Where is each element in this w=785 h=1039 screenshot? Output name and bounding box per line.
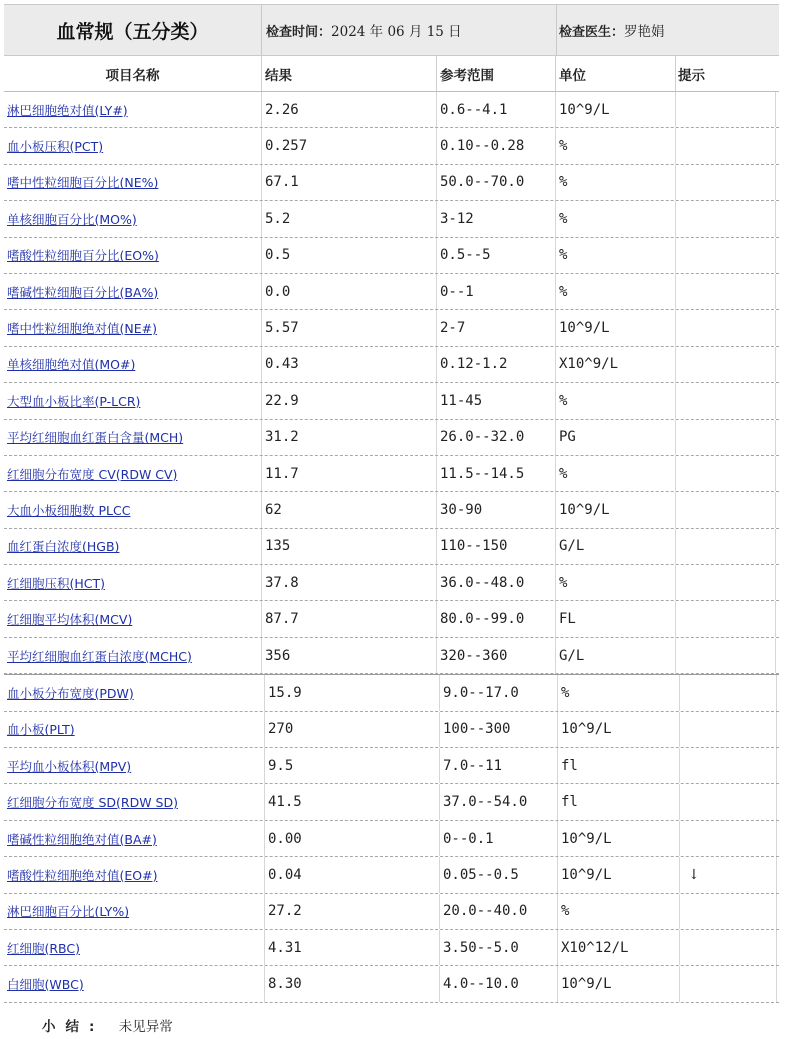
item-unit: G/L	[559, 538, 585, 555]
report-header	[4, 4, 779, 56]
item-unit-cell	[556, 310, 676, 345]
item-unit: 10^9/L	[561, 976, 612, 993]
item-hint-cell	[680, 784, 777, 819]
item-result-cell	[262, 201, 437, 236]
item-reference-range: 0.10--0.28	[440, 138, 525, 155]
item-unit: %	[559, 247, 568, 264]
item-name-link[interactable]: 单核细胞绝对值(MO#)	[7, 357, 136, 373]
item-name-cell	[4, 92, 262, 127]
table-row	[4, 238, 779, 274]
item-reference-range: 2-7	[440, 320, 466, 337]
item-name-link[interactable]: 嗜中性粒细胞百分比(NE%)	[7, 175, 159, 191]
item-unit-cell	[556, 638, 676, 673]
item-result-cell	[262, 165, 437, 200]
item-hint-cell	[680, 894, 777, 929]
item-name-cell	[4, 274, 262, 309]
item-reference-range: 11.5--14.5	[440, 465, 525, 482]
item-reference-range-cell	[440, 930, 558, 965]
item-result: 15.9	[268, 684, 302, 701]
table-row	[4, 857, 779, 893]
item-unit: fl	[561, 757, 578, 774]
item-name-link[interactable]: 红细胞分布宽度 CV(RDW CV)	[7, 466, 178, 482]
item-reference-range-cell	[437, 347, 556, 382]
item-unit: X10^9/L	[559, 356, 619, 373]
item-unit: %	[559, 465, 568, 482]
item-hint-cell	[676, 529, 776, 564]
item-unit: PG	[559, 429, 576, 446]
item-result-cell	[262, 456, 437, 491]
item-reference-range: 0--0.1	[443, 830, 494, 847]
table-row	[4, 565, 779, 601]
item-unit: 10^9/L	[561, 721, 612, 738]
item-result: 270	[268, 721, 294, 738]
item-unit: 10^9/L	[559, 101, 610, 118]
exam-doctor-label: 检查医生：	[559, 24, 625, 40]
item-reference-range-cell	[437, 601, 556, 636]
item-unit-cell	[556, 128, 676, 163]
item-name-link[interactable]: 血小板压积(PCT)	[7, 139, 104, 155]
item-hint: ↓	[688, 866, 700, 883]
item-unit: 10^9/L	[559, 501, 610, 518]
item-name-cell	[4, 201, 262, 236]
item-result: 5.57	[265, 320, 299, 337]
item-result-cell	[262, 274, 437, 309]
item-unit-cell	[556, 420, 676, 455]
item-reference-range-cell	[437, 310, 556, 345]
item-reference-range: 80.0--99.0	[440, 611, 525, 628]
item-unit: G/L	[559, 647, 585, 664]
table-row	[4, 712, 779, 748]
item-reference-range: 7.0--11	[443, 757, 503, 774]
table-row	[4, 529, 779, 565]
item-hint-cell	[676, 347, 776, 382]
item-name-cell	[4, 748, 265, 783]
table-row	[4, 420, 779, 456]
item-unit: %	[559, 210, 568, 227]
item-reference-range: 4.0--10.0	[443, 976, 519, 993]
item-unit-cell	[556, 456, 676, 491]
item-name-cell	[4, 857, 265, 892]
item-hint-cell	[676, 92, 776, 127]
item-name-cell	[4, 675, 265, 710]
item-name-link[interactable]: 平均血小板体积(MPV)	[7, 758, 132, 774]
item-reference-range-cell	[437, 274, 556, 309]
item-name-link[interactable]: 红细胞(RBC)	[7, 940, 81, 956]
item-result-cell	[265, 966, 440, 1001]
result-table-block-2	[4, 674, 779, 1003]
item-result: 356	[265, 647, 291, 664]
item-unit-cell	[558, 966, 680, 1001]
item-reference-range-cell	[437, 92, 556, 127]
item-unit-cell	[556, 492, 676, 527]
item-reference-range-cell	[437, 420, 556, 455]
item-unit-cell	[556, 347, 676, 382]
item-name-cell	[4, 966, 265, 1001]
item-hint-cell	[676, 492, 776, 527]
item-reference-range: 3.50--5.0	[443, 939, 519, 956]
item-name-cell	[4, 784, 265, 819]
item-unit-cell	[558, 894, 680, 929]
table-row	[4, 383, 779, 419]
item-reference-range: 26.0--32.0	[440, 429, 525, 446]
item-name-cell	[4, 930, 265, 965]
item-reference-range-cell	[437, 492, 556, 527]
item-reference-range-cell	[440, 712, 558, 747]
exam-time-value: 2024 年 06 月 15 日	[331, 24, 462, 40]
table-row	[4, 930, 779, 966]
item-hint-cell	[676, 128, 776, 163]
table-row	[4, 92, 779, 128]
item-result-cell	[262, 92, 437, 127]
item-hint-cell	[680, 748, 777, 783]
item-unit: 10^9/L	[559, 320, 610, 337]
item-result-cell	[265, 857, 440, 892]
item-hint-cell	[680, 821, 777, 856]
item-result: 0.5	[265, 247, 291, 264]
item-name-link[interactable]: 白细胞(WBC)	[7, 977, 84, 993]
item-hint-cell	[676, 165, 776, 200]
exam-time	[262, 5, 557, 55]
item-result: 4.31	[268, 939, 302, 956]
item-name-cell	[4, 638, 262, 673]
item-reference-range-cell	[437, 565, 556, 600]
exam-time-label: 检查时间：	[266, 24, 332, 40]
item-result-cell	[262, 492, 437, 527]
item-result-cell	[265, 675, 440, 710]
item-result: 62	[265, 501, 282, 518]
item-reference-range-cell	[440, 894, 558, 929]
table-row	[4, 128, 779, 164]
item-result: 27.2	[268, 903, 302, 920]
item-hint-cell	[676, 456, 776, 491]
item-unit: %	[559, 392, 568, 409]
item-name-cell	[4, 165, 262, 200]
column-header-name: 项目名称	[4, 56, 262, 91]
item-result-cell	[265, 712, 440, 747]
item-name-link[interactable]: 红细胞压积(HCT)	[7, 575, 106, 591]
item-unit-cell	[556, 92, 676, 127]
item-hint-cell	[680, 930, 777, 965]
item-reference-range-cell	[437, 529, 556, 564]
item-name-cell	[4, 601, 262, 636]
item-unit-cell	[558, 857, 680, 892]
summary	[42, 1015, 173, 1035]
item-unit-cell	[556, 165, 676, 200]
item-name-cell	[4, 821, 265, 856]
item-reference-range: 20.0--40.0	[443, 903, 528, 920]
item-name-link[interactable]: 平均红细胞血红蛋白浓度(MCHC)	[7, 648, 192, 664]
item-result: 22.9	[265, 392, 299, 409]
item-reference-range: 50.0--70.0	[440, 174, 525, 191]
item-reference-range: 0.6--4.1	[440, 101, 508, 118]
item-name-cell	[4, 894, 265, 929]
item-result: 0.43	[265, 356, 299, 373]
item-reference-range: 0--1	[440, 283, 474, 300]
item-unit-cell	[556, 201, 676, 236]
item-name-cell	[4, 383, 262, 418]
item-unit-cell	[556, 383, 676, 418]
item-result: 8.30	[268, 976, 302, 993]
item-reference-range: 3-12	[440, 210, 474, 227]
item-unit: fl	[561, 794, 578, 811]
item-result: 87.7	[265, 611, 299, 628]
item-result: 0.257	[265, 138, 308, 155]
result-table-block-1	[4, 92, 779, 674]
item-reference-range-cell	[440, 966, 558, 1001]
column-header-row	[4, 56, 779, 92]
item-name-link[interactable]: 红细胞分布宽度 SD(RDW SD)	[7, 795, 178, 811]
exam-doctor-value: 罗艳娟	[624, 24, 665, 40]
column-header-result: 结果	[262, 56, 437, 91]
item-result-cell	[262, 347, 437, 382]
column-header-ref: 参考范围	[437, 56, 556, 91]
item-reference-range-cell	[440, 821, 558, 856]
item-unit: 10^9/L	[561, 866, 612, 883]
item-hint-cell	[676, 601, 776, 636]
item-unit: %	[559, 174, 568, 191]
item-reference-range: 320--360	[440, 647, 508, 664]
item-name-link[interactable]: 血小板分布宽度(PDW)	[7, 685, 134, 701]
item-result-cell	[262, 529, 437, 564]
table-row	[4, 347, 779, 383]
item-unit: FL	[559, 611, 576, 628]
item-result-cell	[262, 565, 437, 600]
item-name-link[interactable]: 嗜碱性粒细胞绝对值(BA#)	[7, 831, 157, 847]
item-reference-range-cell	[440, 675, 558, 710]
table-row	[4, 310, 779, 346]
item-unit-cell	[556, 274, 676, 309]
item-result-cell	[265, 784, 440, 819]
item-result: 0.0	[265, 283, 291, 300]
item-reference-range-cell	[437, 128, 556, 163]
item-hint-cell	[676, 420, 776, 455]
summary-label: 小结:	[42, 1019, 105, 1035]
item-result-cell	[265, 894, 440, 929]
item-reference-range: 0.5--5	[440, 247, 491, 264]
item-unit-cell	[556, 601, 676, 636]
item-reference-range-cell	[440, 857, 558, 892]
item-name-cell	[4, 310, 262, 345]
item-result: 37.8	[265, 574, 299, 591]
item-result: 2.26	[265, 101, 299, 118]
report-title: 血常规（五分类）	[4, 5, 262, 55]
item-unit-cell	[558, 784, 680, 819]
item-result-cell	[265, 930, 440, 965]
item-reference-range-cell	[440, 748, 558, 783]
item-reference-range-cell	[440, 784, 558, 819]
item-name-cell	[4, 128, 262, 163]
column-header-hint: 提示	[678, 67, 705, 84]
table-row	[4, 675, 779, 711]
item-name-cell	[4, 565, 262, 600]
item-reference-range-cell	[437, 165, 556, 200]
table-row	[4, 894, 779, 930]
item-result: 41.5	[268, 794, 302, 811]
item-reference-range-cell	[437, 201, 556, 236]
exam-doctor	[557, 5, 779, 55]
item-unit: 10^9/L	[561, 830, 612, 847]
item-result: 31.2	[265, 429, 299, 446]
item-name-cell	[4, 420, 262, 455]
item-name-link[interactable]: 平均红细胞血红蛋白含量(MCH)	[7, 430, 184, 446]
item-name-link[interactable]: 嗜酸性粒细胞绝对值(EO#)	[7, 867, 158, 883]
item-hint-cell	[680, 675, 777, 710]
table-row	[4, 638, 779, 674]
item-reference-range-cell	[437, 456, 556, 491]
table-row	[4, 748, 779, 784]
item-reference-range: 0.05--0.5	[443, 866, 519, 883]
item-result-cell	[262, 638, 437, 673]
item-name-cell	[4, 347, 262, 382]
item-unit: %	[559, 138, 568, 155]
table-row	[4, 492, 779, 528]
item-result: 0.04	[268, 866, 302, 883]
item-unit: %	[559, 574, 568, 591]
item-unit-cell	[558, 675, 680, 710]
item-result: 9.5	[268, 757, 294, 774]
table-row	[4, 201, 779, 237]
item-name-link[interactable]: 红细胞平均体积(MCV)	[7, 612, 133, 628]
item-hint-cell	[676, 274, 776, 309]
item-result-cell	[262, 420, 437, 455]
item-reference-range: 110--150	[440, 538, 508, 555]
item-hint-cell	[676, 238, 776, 273]
item-name-link[interactable]: 单核细胞百分比(MO%)	[7, 211, 137, 227]
item-name-link[interactable]: 大血小板细胞数 PLCC	[7, 502, 131, 518]
item-name-link[interactable]: 嗜碱性粒细胞百分比(BA%)	[7, 284, 159, 300]
item-hint-cell	[680, 712, 777, 747]
item-name-link[interactable]: 嗜酸性粒细胞百分比(EO%)	[7, 248, 159, 264]
item-unit-cell	[558, 748, 680, 783]
item-hint-cell	[676, 383, 776, 418]
column-header-unit: 单位	[556, 56, 676, 91]
item-result-cell	[265, 748, 440, 783]
item-unit: %	[559, 283, 568, 300]
item-name-cell	[4, 712, 265, 747]
item-result: 67.1	[265, 174, 299, 191]
item-name-link[interactable]: 淋巴细胞百分比(LY%)	[7, 904, 130, 920]
item-reference-range: 36.0--48.0	[440, 574, 525, 591]
item-unit-cell	[558, 712, 680, 747]
item-reference-range: 30-90	[440, 501, 483, 518]
item-name-link[interactable]: 血红蛋白浓度(HGB)	[7, 539, 120, 555]
item-hint-cell	[676, 201, 776, 236]
item-unit: X10^12/L	[561, 939, 629, 956]
item-unit: %	[561, 684, 570, 701]
item-result-cell	[262, 238, 437, 273]
item-reference-range: 37.0--54.0	[443, 794, 528, 811]
item-name-cell	[4, 492, 262, 527]
item-result-cell	[262, 601, 437, 636]
item-unit: %	[561, 903, 570, 920]
item-reference-range: 11-45	[440, 392, 483, 409]
table-row	[4, 274, 779, 310]
item-reference-range: 0.12-1.2	[440, 356, 508, 373]
summary-text: 未见异常	[118, 1019, 173, 1035]
item-name-link[interactable]: 血小板(PLT)	[7, 722, 75, 738]
item-hint-cell	[676, 565, 776, 600]
item-reference-range-cell	[437, 383, 556, 418]
table-row	[4, 821, 779, 857]
item-name-cell	[4, 238, 262, 273]
table-row	[4, 165, 779, 201]
item-name-link[interactable]: 淋巴细胞绝对值(LY#)	[7, 102, 128, 118]
item-result: 11.7	[265, 465, 299, 482]
item-name-cell	[4, 456, 262, 491]
blood-test-report	[4, 4, 779, 1003]
item-unit-cell	[558, 930, 680, 965]
table-row	[4, 966, 779, 1002]
item-hint-cell	[680, 966, 777, 1001]
item-reference-range: 9.0--17.0	[443, 684, 519, 701]
item-unit-cell	[556, 238, 676, 273]
item-hint-cell	[676, 638, 776, 673]
item-reference-range-cell	[437, 238, 556, 273]
item-unit-cell	[556, 565, 676, 600]
item-result-cell	[262, 383, 437, 418]
item-unit-cell	[558, 821, 680, 856]
item-unit-cell	[556, 529, 676, 564]
table-row	[4, 784, 779, 820]
item-result-cell	[265, 821, 440, 856]
item-hint-cell	[676, 310, 776, 345]
item-result: 5.2	[265, 210, 291, 227]
item-result: 0.00	[268, 830, 302, 847]
item-name-cell	[4, 529, 262, 564]
item-name-link[interactable]: 大型血小板比率(P-LCR)	[7, 393, 141, 409]
item-result-cell	[262, 128, 437, 163]
item-name-link[interactable]: 嗜中性粒细胞绝对值(NE#)	[7, 321, 157, 337]
table-row	[4, 601, 779, 637]
table-row	[4, 456, 779, 492]
item-hint-cell	[680, 857, 777, 892]
item-result: 135	[265, 538, 291, 555]
item-reference-range: 100--300	[443, 721, 511, 738]
item-reference-range-cell	[437, 638, 556, 673]
item-result-cell	[262, 310, 437, 345]
